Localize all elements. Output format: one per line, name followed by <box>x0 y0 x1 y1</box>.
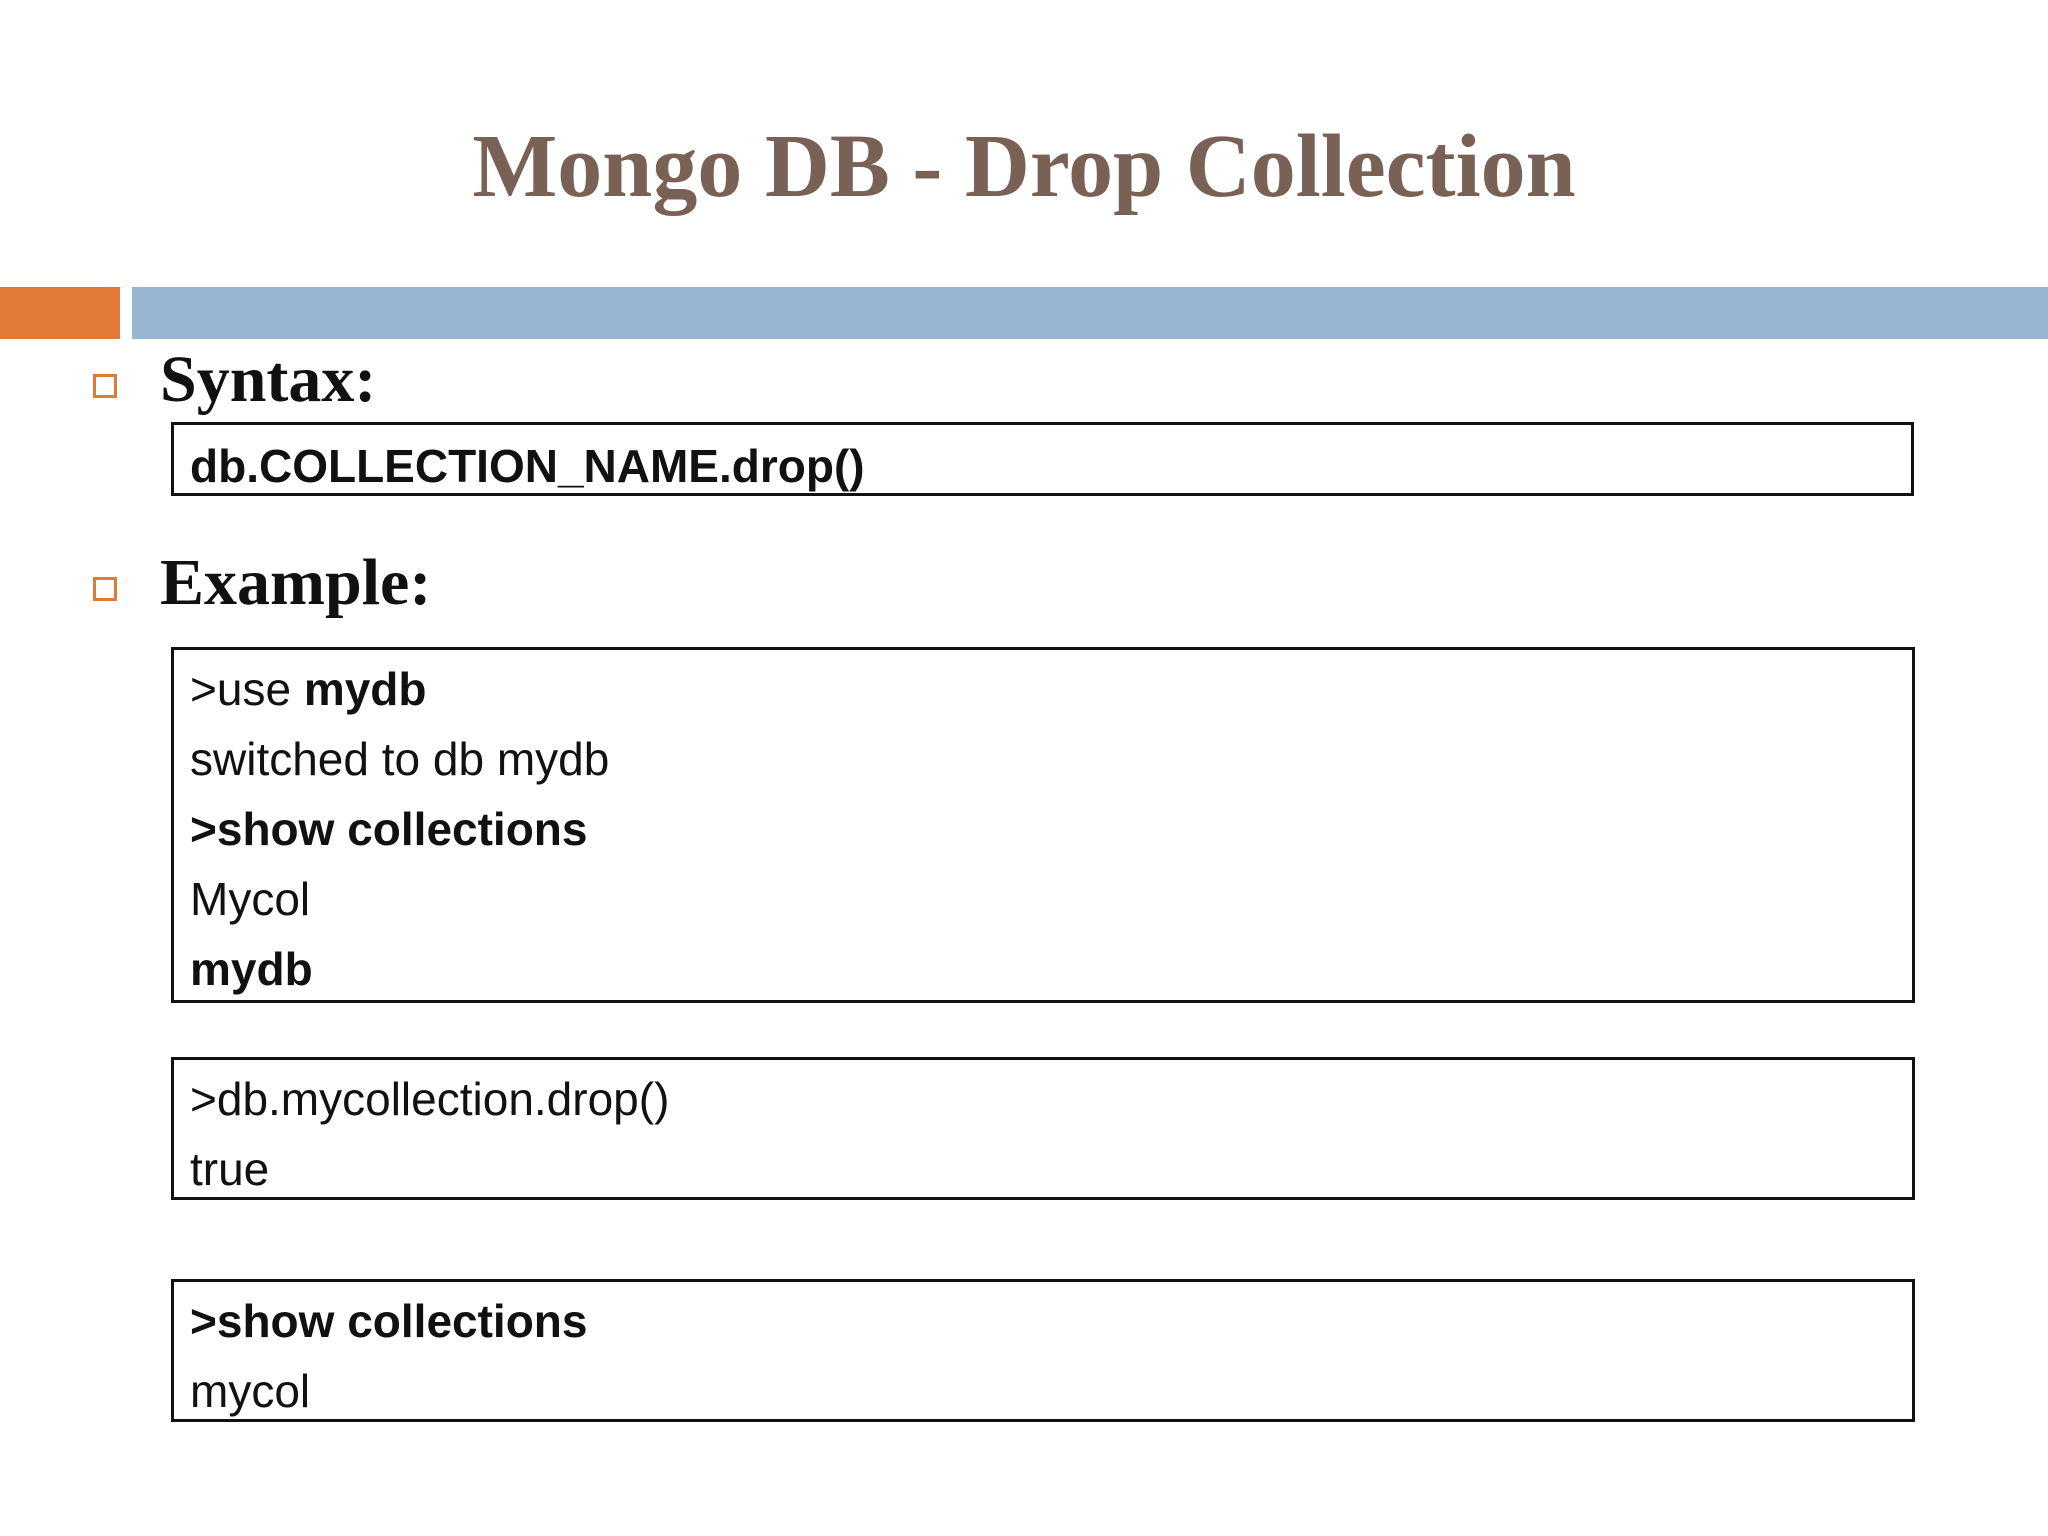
example-heading: Example: <box>160 546 432 619</box>
code-db-name: mydb <box>303 663 427 715</box>
square-bullet-icon <box>93 577 117 601</box>
syntax-code: db.COLLECTION_NAME.drop() <box>190 440 865 492</box>
slide-title: Mongo DB - Drop Collection <box>472 117 1576 216</box>
code-line-show-collections: >show collections <box>190 803 588 855</box>
code-line-use <box>190 661 427 717</box>
code-output-mycol-2: mycol <box>190 1365 311 1417</box>
accent-bar-orange <box>0 287 120 339</box>
code-output-true: true <box>190 1143 270 1195</box>
code-line-show-collections-2: >show collections <box>190 1295 588 1347</box>
square-bullet-icon <box>93 374 117 398</box>
code-output-mycol: Mycol <box>190 873 311 925</box>
code-output-mydb: mydb <box>190 943 313 995</box>
syntax-heading: Syntax: <box>160 343 377 416</box>
code-prompt-use: >use <box>190 663 304 715</box>
accent-bar-blue <box>132 287 2048 339</box>
code-output-switched: switched to db mydb <box>190 733 610 785</box>
code-line-drop: >db.mycollection.drop() <box>190 1073 670 1125</box>
